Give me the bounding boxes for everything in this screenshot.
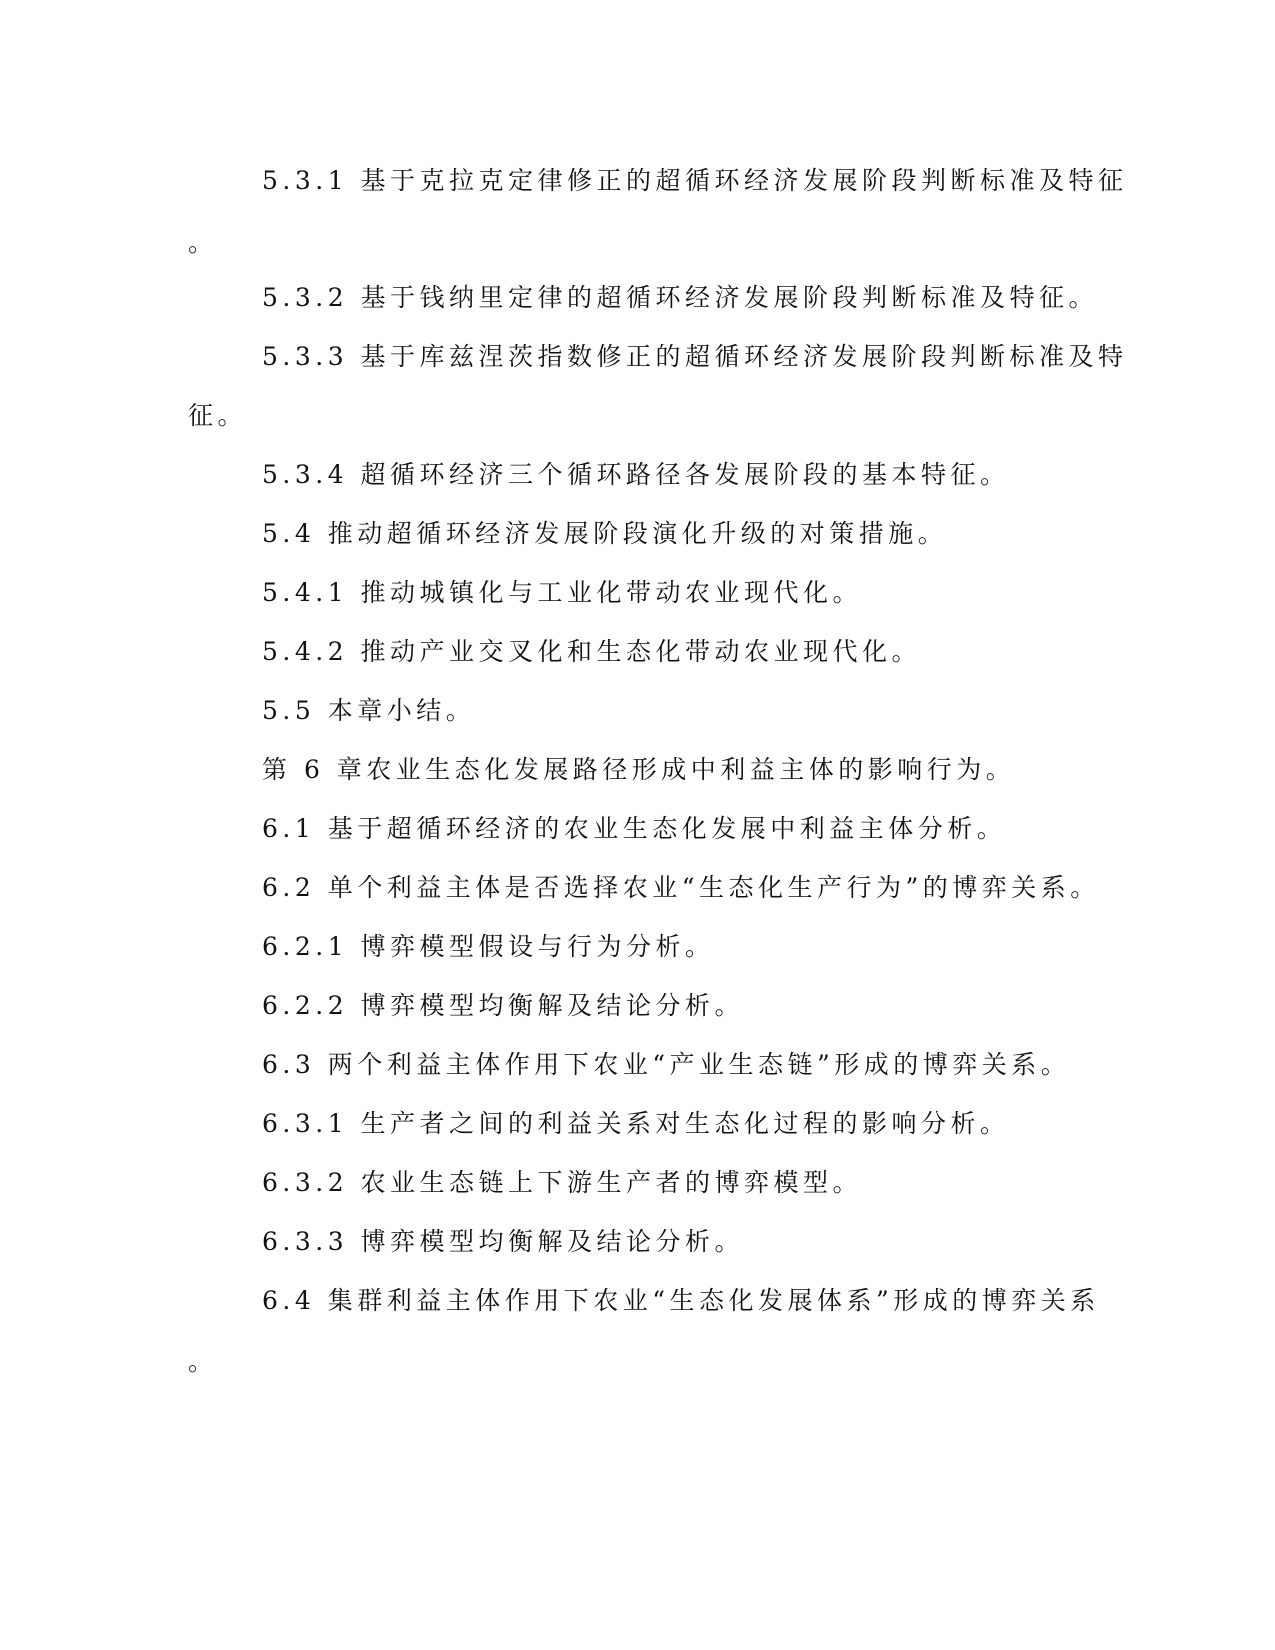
paragraph-6-3-3: 6.3.3 博弈模型均衡解及结论分析。: [262, 1227, 745, 1256]
paragraph-6-2: 6.2 单个利益主体是否选择农业“生态化生产行为”的博弈关系。: [262, 873, 1100, 902]
paragraph-5-3-3-line-1: 5.3.3 基于库兹涅茨指数修正的超循环经济发展阶段判断标准及特: [262, 342, 1128, 371]
paragraph-5-4-2: 5.4.2 推动产业交叉化和生态化带动农业现代化。: [262, 637, 922, 666]
paragraph-5-3-1-line-2: 。: [188, 228, 218, 257]
paragraph-5-3-4: 5.3.4 超循环经济三个循环路径各发展阶段的基本特征。: [262, 460, 1010, 489]
paragraph-6-1: 6.1 基于超循环经济的农业生态化发展中利益主体分析。: [262, 814, 1007, 843]
paragraph-6-3-1: 6.3.1 生产者之间的利益关系对生态化过程的影响分析。: [262, 1109, 1010, 1138]
paragraph-5-3-1-line-1: 5.3.1 基于克拉克定律修正的超循环经济发展阶段判断标准及特征: [262, 166, 1128, 195]
paragraph-5-3-3-line-2: 征。: [188, 401, 248, 430]
paragraph-6-3: 6.3 两个利益主体作用下农业“产业生态链”形成的博弈关系。: [262, 1050, 1071, 1079]
paragraph-6-4-line-2: 。: [188, 1347, 218, 1376]
paragraph-5-4: 5.4 推动超循环经济发展阶段演化升级的对策措施。: [262, 519, 948, 548]
chapter-6-heading: 第 6 章农业生态化发展路径形成中利益主体的影响行为。: [262, 755, 1016, 784]
paragraph-5-5: 5.5 本章小结。: [262, 696, 476, 725]
paragraph-6-2-2: 6.2.2 博弈模型均衡解及结论分析。: [262, 991, 745, 1020]
paragraph-6-3-2: 6.3.2 农业生态链上下游生产者的博弈模型。: [262, 1168, 863, 1197]
paragraph-6-2-1: 6.2.1 博弈模型假设与行为分析。: [262, 932, 715, 961]
paragraph-5-4-1: 5.4.1 推动城镇化与工业化带动农业现代化。: [262, 578, 863, 607]
paragraph-6-4-line-1: 6.4 集群利益主体作用下农业“生态化发展体系”形成的博弈关系: [262, 1286, 1100, 1315]
paragraph-5-3-2: 5.3.2 基于钱纳里定律的超循环经济发展阶段判断标准及特征。: [262, 283, 1099, 312]
